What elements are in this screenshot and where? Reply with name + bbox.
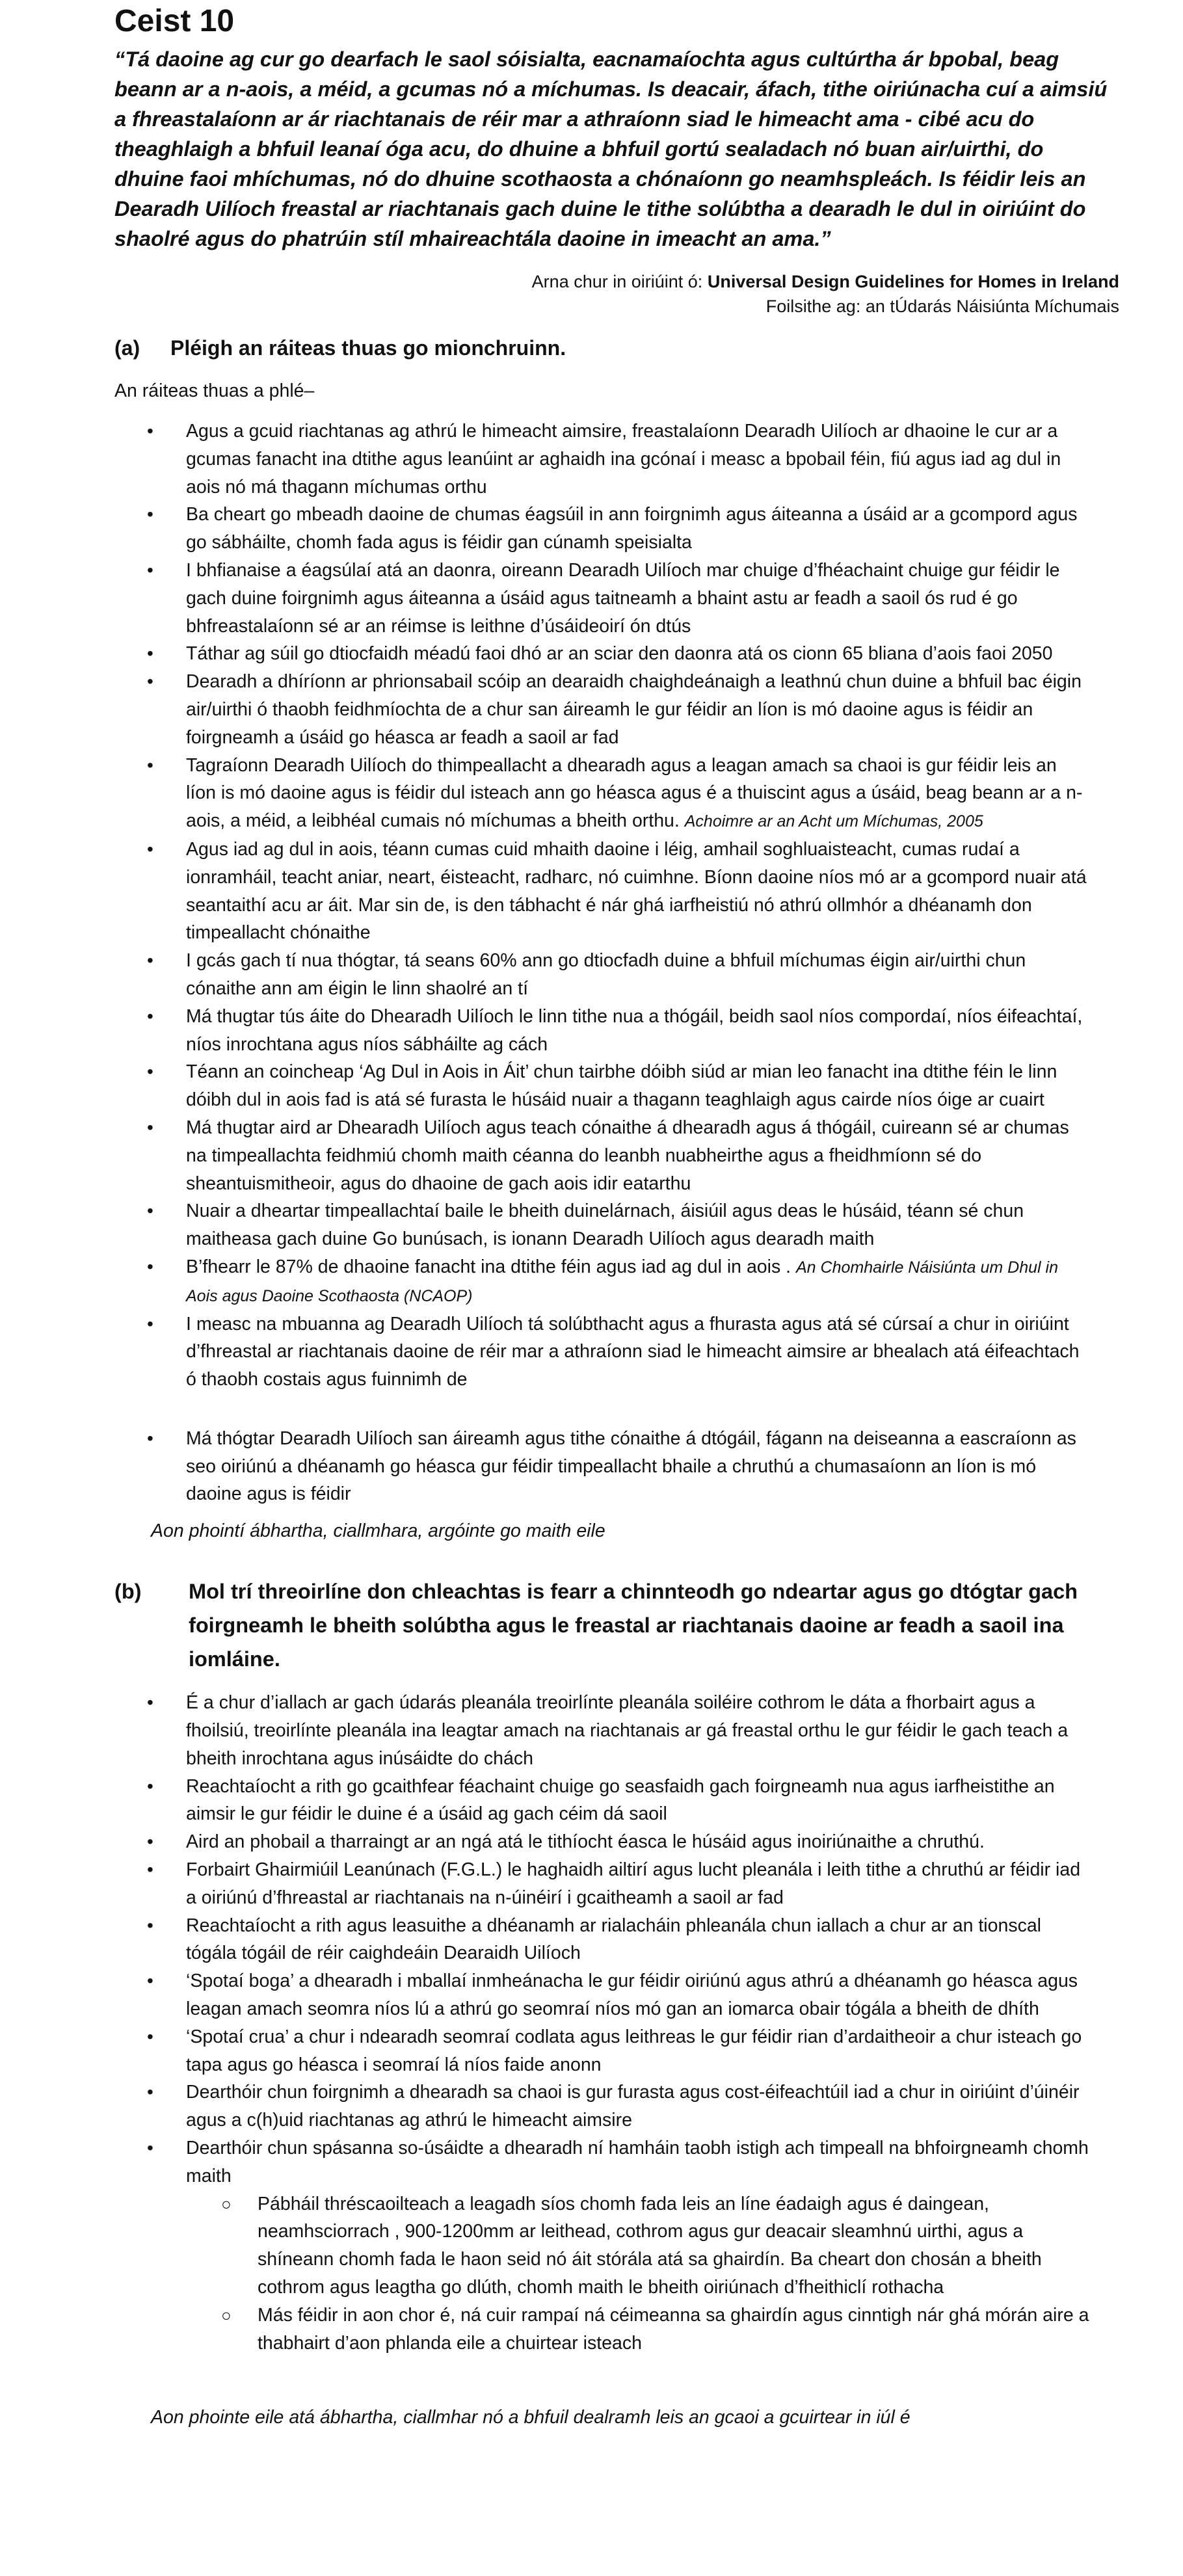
part-a-bullet-item xyxy=(114,1058,1090,1114)
part-a-bullet-item xyxy=(114,752,1090,836)
bullet-text: Má thógtar Dearadh Uilíoch san áireamh agus tithe cónaithe á dtógáil, fágann na deiseanna a eascraíonn as seo oiriúnú a dhéanamh go héasca gur féidir timpeallacht bhaile a chruthú a chumasaíonn an líon is mó daoine agus is féidir xyxy=(186,1427,1076,1505)
bullet-dot-icon: • xyxy=(147,559,153,580)
bullet-citation: An Chomhairle Náisiúnta um Dhul in Aois agus Daoine Scothaosta (NCAOP) xyxy=(186,1258,1058,1305)
bullet-text: I gcás gach tí nua thógtar, tá seans 60% ann go dtiocfadh duine a bhfuil míchumas éigin air/uirthi chun cónaithe ann am éigin le linn shaolré an tí xyxy=(186,950,1026,999)
part-a-bullet-item xyxy=(114,1197,1090,1253)
bullet-dot-icon: • xyxy=(147,950,153,971)
bullet-dot-icon: • xyxy=(147,1775,153,1796)
bullet-citation: Achoimre ar an Acht um Míchumas, 2005 xyxy=(684,812,983,831)
bullet-text: Má thugtar tús áite do Dhearadh Uilíoch le linn tithe nua a thógáil, beidh saol níos compordaí, níos éifeachtaí, níos inrochtana agus níos sábháilte ag cách xyxy=(186,1005,1083,1055)
part-a-heading xyxy=(114,333,1129,363)
source-attribution xyxy=(114,269,1119,319)
part-a-bullet-item xyxy=(114,668,1090,751)
part-a-bullet-item xyxy=(114,1003,1090,1059)
part-a-bullet-item xyxy=(114,836,1090,947)
bullet-dot-icon: • xyxy=(147,1313,153,1334)
bullet-text: I bhfianaise a éagsúlaí atá an daonra, oireann Dearadh Uilíoch mar chuige d’fhéachaint chuige gur féidir le gach duine foirgnimh agus áiteanna a úsáid agus taitneamh a bhaint astu ar feadh a saoil ós rud é go bhfreastalaíonn sé ar an réimse is leithne d’úsáideoirí ón dtús xyxy=(186,559,1060,637)
sub-bullet-text: Pábháil thréscaoilteach a leagadh síos chomh fada leis an líne éadaigh agus é daingean, neamhsciorrach , 900-1200mm ar leithead, cothrom agus gur deacair sleamhnú uirthi, agus a shíneann chomh fada le haon seid nó áit stórála atá sa ghairdín. Ba cheart don chosán a bheith cothrom agus leagtha go dlúth, chomh maith le bheith oiriúnach d’fheithiclí rothacha xyxy=(258,2193,1042,2298)
bullet-text: Agus a gcuid riachtanas ag athrú le himeacht aimsire, freastalaíonn Dearadh Uilíoch ar dhaoine le cur ar a gcumas fanacht ina dtithe agus leanúint ar aghaidh ina gcónaí i measc a bpobail féin, fiú agus iad ag dul in aois nó má thagann míchumas orthu xyxy=(186,421,1061,498)
adapted-title: Universal Design Guidelines for Homes in Ireland xyxy=(707,272,1119,291)
bullet-text: Reachtaíocht a rith agus leasuithe a dhéanamh ar rialacháin phleanála chun iallach a chur ar an tionscal tógála tógáil de réir caighdeáin Dearaidh Uilíoch xyxy=(186,1915,1042,1964)
part-b-sub-item xyxy=(186,2190,1090,2302)
bullet-dot-icon: • xyxy=(147,1427,153,1448)
part-a-note: Aon phointí ábhartha, ciallmhara, argóinte go maith eile xyxy=(151,1520,605,1542)
bullet-text: Aird an phobail a tharraingt ar an ngá atá le tithíocht éasca le húsáid agus inoiriúnaithe a chruthú. xyxy=(186,1831,985,1853)
bullet-dot-icon: • xyxy=(147,671,153,692)
bullet-text: ‘Spotaí crua’ a chur i ndearadh seomraí codlata agus leithreas le gur féidir rian d’ardaitheoir a chur isteach go tapa agus go héasca i seomraí lá níos faide anonn xyxy=(186,2026,1082,2075)
marking-scheme-page xyxy=(114,0,1129,2431)
bullet-dot-icon: • xyxy=(147,1117,153,1137)
part-a-bullet-item xyxy=(114,947,1090,1003)
part-a-intro: An ráiteas thuas a phlé– xyxy=(114,380,315,401)
part-b-bullet-item xyxy=(114,2078,1090,2134)
part-b-bullet-item xyxy=(114,1967,1090,2023)
part-b-heading-text: Mol trí threoirlíne don chleachtas is fearr a chinnteodh go ndeartar agus go dtógtar gach foirgneamh le bheith solúbtha agus le freastal ar riachtanais daoine ar feadh a saoil ina iomláine. xyxy=(189,1580,1078,1671)
bullet-text: Dearthóir chun foirgnimh a dhearadh sa chaoi is gur furasta agus cost-éifeachtúil iad a chur in oiriúint d’úinéir agus a c(h)uid riachtanas ag athrú le himeacht aimsire xyxy=(186,2082,1080,2131)
bullet-dot-icon: • xyxy=(147,421,153,441)
part-b-bullet-item xyxy=(114,1689,1090,1772)
bullet-dot-icon: • xyxy=(147,1859,153,1880)
part-b-bullet-item xyxy=(114,2023,1090,2079)
bullet-dot-icon: • xyxy=(147,838,153,859)
hollow-bullet-icon: ○ xyxy=(221,2305,232,2325)
bullet-dot-icon: • xyxy=(147,2138,153,2158)
part-b-bullet-item xyxy=(114,1773,1090,1829)
adapted-prefix: Arna chur in oiriúint ó: xyxy=(531,272,703,291)
bullet-text: Reachtaíocht a rith go gcaithfear féachaint chuige go seasfaidh gach foirgneamh nua agus iarfheistithe an aimsir le gur féidir le duine é a úsáid ag gach céim dá saoil xyxy=(186,1775,1055,1825)
quote-statement: “Tá daoine ag cur go dearfach le saol sóisialta, eacnamaíochta agus cultúrtha ár bpobal, beag beann ar a n-aois, a méid, a gcumas nó a míchumas. Is deacair, áfach, tithe oiriúnacha cuí a aimsiú a fhreastalaíonn ar ár riachtanais de réir mar a athraíonn siad le himeacht ama - cibé acu do theaghlaigh a bhfuil leanaí óga acu, do dhuine a bhfuil gortú sealadach nó buan air/uirthi, do dhuine faoi mhíchumas, nó do dhuine scothaosta a chónaíonn go neamhspleách. Is féidir leis an Dearadh Uilíoch freastal ar riachtanais gach duine le tithe solúbtha a dearadh le dul in oiriúint do shaolré agus do phatrúin stíl mhaireachtála daoine in imeacht an ama.” xyxy=(114,47,1108,250)
part-a-bullet-item xyxy=(114,1114,1090,1197)
bullet-dot-icon: • xyxy=(147,1971,153,1991)
bullet-text: Dearthóir chun spásanna so-úsáidte a dhearadh ní hamháin taobh istigh ach timpeall na bhfoirgneamh chomh maith xyxy=(186,2138,1089,2186)
bullet-text: B’fhearr le 87% de dhaoine fanacht ina dtithe féin agus iad ag dul in aois . xyxy=(186,1256,791,1277)
bullet-dot-icon: • xyxy=(147,1256,153,1277)
part-a-letter: (a) xyxy=(114,336,140,360)
bullet-dot-icon: • xyxy=(147,2082,153,2103)
bullet-dot-icon: • xyxy=(147,1692,153,1713)
bullet-text: Forbairt Ghairmiúil Leanúnach (F.G.L.) le haghaidh ailtirí agus lucht pleanála i leith tithe a chruthú ar féidir iad a oiriúnú d’fhreastal ar riachtanais na n-úinéirí i gcaitheamh a saoil ar fad xyxy=(186,1859,1081,1908)
part-b-bullet-list xyxy=(114,1689,1129,2357)
part-b-bullet-item xyxy=(114,2134,1090,2357)
bullet-text: Ba cheart go mbeadh daoine de chumas éagsúil in ann foirgnimh agus áiteanna a úsáid ar a gcompord agus go sábháilte, chomh fada agus is féidir gan cúnamh speisialta xyxy=(186,504,1078,553)
bullet-dot-icon: • xyxy=(147,1061,153,1082)
bullet-text: Agus iad ag dul in aois, téann cumas cuid mhaith daoine i léig, amhail soghluaisteacht, cumas rudaí a ionramháil, teacht aniar, neart, éisteacht, radharc, nó cuimhne. Bíonn daoine níos mó ar a gcompord nuair atá seantaithí acu ar áit. Mar sin de, is den tábhacht é nár ghá iarfheistiú nó athrú ollmhór a dhéanamh don timpeallacht chónaithe xyxy=(186,838,1087,944)
part-a-heading-text: Pléigh an ráiteas thuas go mionchruinn. xyxy=(170,336,566,360)
bullet-text: Dearadh a dhíríonn ar phrionsabail scóip an dearaidh chaighdeánaigh a leathnú chun duine a bhfuil bac éigin air/uirthi ó thaobh feidhmíochta de a chur san áireamh le gur féidir an líon is mó daoine agus is féidir an foirgneamh a úsáid go héasca ar feadh a saoil ar fad xyxy=(186,671,1082,748)
bullet-dot-icon: • xyxy=(147,504,153,525)
bullet-dot-icon: • xyxy=(147,1005,153,1026)
bullet-text: Má thugtar aird ar Dhearadh Uilíoch agus teach cónaithe á dhearadh agus á thógáil, cuireann sé ar chumas na timpeallachta feidhmiú chomh maith céanna do leanbh nuabheirthe agus a fheidhmíonn sé do sheantuismitheoir, agus do dhaoine de gach aois idir eatarthu xyxy=(186,1117,1069,1194)
question-title: Ceist 10 xyxy=(114,4,235,38)
bullet-dot-icon: • xyxy=(147,1201,153,1221)
part-a-bullet-item xyxy=(114,501,1090,557)
part-b-bullet-item xyxy=(114,1912,1090,1968)
sub-bullet-text: Más féidir in aon chor é, ná cuir rampaí ná céimeanna sa ghairdín agus cinntigh nár ghá mórán aire a thabhairt d’aon phlanda eile a chuirtear isteach xyxy=(258,2304,1089,2354)
part-b-bullet-item xyxy=(114,1856,1090,1912)
bullet-dot-icon: • xyxy=(147,1831,153,1852)
bullet-dot-icon: • xyxy=(147,754,153,775)
part-a-bullet-item xyxy=(114,1310,1090,1394)
part-a-bullet-list xyxy=(114,418,1129,1508)
part-b-sub-item xyxy=(186,2302,1090,2357)
bullet-text: Téann an coincheap ‘Ag Dul in Aois in Áit’ chun tairbhe dóibh siúd ar mian leo fanacht ina dtithe féin le linn dóibh dul in aois fad is atá sé furasta le húsáid nuair a thagann teaghlaigh agus cairde níos óige ar cuairt xyxy=(186,1061,1057,1111)
part-a-bullet-item xyxy=(114,1425,1090,1508)
part-b-sub-list xyxy=(186,2190,1090,2357)
part-a-bullet-item xyxy=(114,557,1090,640)
bullet-text: Táthar ag súil go dtiocfaidh méadú faoi dhó ar an sciar den daonra atá os cionn 65 bliana d’aois faoi 2050 xyxy=(186,643,1053,665)
part-b-heading xyxy=(114,1574,1129,1676)
part-a-bullet-item xyxy=(114,640,1090,668)
bullet-text: I measc na mbuanna ag Dearadh Uilíoch tá solúbthacht agus a fhurasta agus atá sé cúrsaí a chur in oiriúint d’fhreastal ar riachtanais daoine de réir mar a athraíonn siad le himeacht aimsire ar bhealach atá éifeachtach ó thaobh costais agus fuinnimh de xyxy=(186,1313,1080,1390)
part-b-bullet-item xyxy=(114,1828,1090,1856)
bullet-text: ‘Spotaí boga’ a dhearadh i mballaí inmheánacha le gur féidir oiriúnú agus athrú a dhéanamh go héasca agus leagan amach seomra níos lú a athrú go seomraí níos mó gan an iomarca obair tógála a bheith de dhíth xyxy=(186,1971,1078,2020)
part-b-note: Aon phointe eile atá ábhartha, ciallmhar nó a bhfuil dealramh leis an gcaoi a gcuirtear in iúl é xyxy=(151,2407,911,2428)
published-line: Foilsithe ag: an tÚdarás Náisiúnta Míchumais xyxy=(765,297,1119,316)
bullet-text: É a chur d’iallach ar gach údarás pleanála treoirlínte pleanála soiléire cothrom le dáta a fhorbairt agus a fhoilsiú, treoirlínte pleanála ina leagtar amach na riachtanais ar gá freastal orthu le gur féidir le gach teach a bheith inrochtana agus inúsáidte do chách xyxy=(186,1692,1069,1769)
bullet-text: Tagraíonn Dearadh Uilíoch do thimpeallacht a dhearadh agus a leagan amach sa chaoi is gur féidir leis an líon is mó daoine agus is féidir dul isteach ann go héasca agus é a thuiscint agus a úsáid, beag beann ar a n-aois, a méid, a leibhéal cumais nó míchumas a bheith orthu. xyxy=(186,754,1083,832)
hollow-bullet-icon: ○ xyxy=(221,2194,232,2214)
part-a-bullet-item xyxy=(114,418,1090,501)
bullet-dot-icon: • xyxy=(147,1915,153,1935)
adapted-from-line xyxy=(114,269,1119,294)
bullet-dot-icon: • xyxy=(147,643,153,664)
part-b-letter: (b) xyxy=(114,1580,142,1604)
bullet-text: Nuair a dheartar timpeallachtaí baile le bheith duinelárnach, áisiúil agus deas le húsáid, téann sé chun maitheasa gach duine Go bunúsach, is ionann Dearadh Uilíoch agus dearadh maith xyxy=(186,1201,1024,1250)
bullet-dot-icon: • xyxy=(147,2026,153,2047)
part-a-bullet-item xyxy=(114,1253,1090,1310)
